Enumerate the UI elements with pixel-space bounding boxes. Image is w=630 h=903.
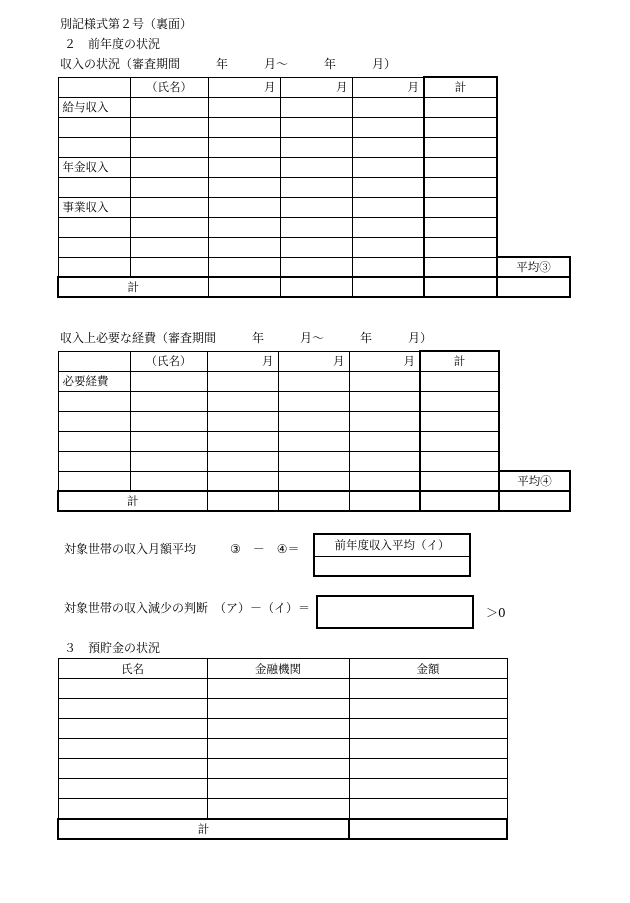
expense-cell[interactable] <box>130 451 207 471</box>
income-cell[interactable] <box>130 97 208 117</box>
expense-row <box>58 471 570 491</box>
income-spacer <box>497 97 570 117</box>
income-cell[interactable] <box>280 117 352 137</box>
expense-header-name: （氏名） <box>130 351 207 371</box>
income-cell[interactable] <box>280 177 352 197</box>
income-total-row <box>58 277 570 297</box>
income-cell[interactable] <box>280 97 352 117</box>
expense-cell[interactable] <box>278 431 349 451</box>
expense-total-cell[interactable] <box>207 491 278 511</box>
income-total-cell[interactable] <box>352 277 424 297</box>
income-cell[interactable] <box>130 237 208 257</box>
expense-cell[interactable] <box>349 431 420 451</box>
decrease-judgement-box[interactable] <box>316 595 474 629</box>
expense-row-label <box>58 431 130 451</box>
savings-name-cell[interactable] <box>58 699 207 719</box>
expense-cell[interactable] <box>207 371 278 391</box>
expense-row <box>58 391 570 411</box>
expense-row-label <box>58 391 130 411</box>
income-row-label <box>58 137 130 157</box>
expense-grand-total[interactable] <box>420 491 499 511</box>
savings-bank-cell[interactable] <box>207 799 349 819</box>
expense-cell[interactable] <box>130 411 207 431</box>
savings-header-name: 氏名 <box>58 659 207 679</box>
expense-row <box>58 371 570 391</box>
expense-header-month: 月 <box>349 351 420 371</box>
income-cell[interactable] <box>208 177 280 197</box>
expense-row-total[interactable] <box>420 431 499 451</box>
income-total-cell[interactable] <box>280 277 352 297</box>
savings-amount-cell[interactable] <box>349 739 507 759</box>
prev-year-average-label: 前年度収入平均（イ） <box>315 535 469 557</box>
expense-spacer <box>499 391 570 411</box>
savings-total-label: 計 <box>58 819 349 839</box>
expense-row-label: 必要経費 <box>58 371 130 391</box>
form-number: 別記様式第２号（裏面） <box>60 17 193 31</box>
expense-spacer <box>499 411 570 431</box>
savings-amount-cell[interactable] <box>349 779 507 799</box>
income-cell[interactable] <box>352 97 424 117</box>
savings-row <box>58 719 507 739</box>
savings-amount-cell[interactable] <box>349 799 507 819</box>
income-row <box>58 137 570 157</box>
income-header-blank <box>58 77 130 97</box>
income-header-name: （氏名） <box>130 77 208 97</box>
prev-year-average-value[interactable] <box>315 557 469 575</box>
expense-cell[interactable] <box>349 371 420 391</box>
savings-row <box>58 679 507 699</box>
expense-title: 収入上必要な経費（審査期間 年 月～ 年 月） <box>60 331 433 345</box>
savings-name-cell[interactable] <box>58 739 207 759</box>
income-cell[interactable] <box>280 157 352 177</box>
income-cell[interactable] <box>130 137 208 157</box>
income-average-value[interactable] <box>497 277 570 297</box>
income-spacer <box>497 117 570 137</box>
savings-header-amount: 金額 <box>349 659 507 679</box>
expense-header-month: 月 <box>278 351 349 371</box>
expense-average-label: 平均④ <box>499 471 570 491</box>
expense-cell[interactable] <box>349 451 420 471</box>
expense-header-total: 計 <box>420 351 499 371</box>
income-cell[interactable] <box>352 217 424 237</box>
savings-name-cell[interactable] <box>58 719 207 739</box>
expense-row <box>58 431 570 451</box>
savings-bank-cell[interactable] <box>207 699 349 719</box>
income-cell[interactable] <box>280 237 352 257</box>
savings-amount-cell[interactable] <box>349 699 507 719</box>
income-cell[interactable] <box>130 197 208 217</box>
income-cell[interactable] <box>208 137 280 157</box>
decrease-judgement-label: 対象世帯の収入減少の判断 （ア）－（イ）＝ <box>64 601 311 615</box>
savings-header-bank: 金融機関 <box>207 659 349 679</box>
income-row <box>58 97 570 117</box>
income-row-total[interactable] <box>424 197 497 217</box>
expense-cell[interactable] <box>207 451 278 471</box>
income-cell[interactable] <box>352 237 424 257</box>
section-3-heading: ３ 預貯金の状況 <box>64 641 161 655</box>
expense-cell[interactable] <box>130 391 207 411</box>
expense-average-value[interactable] <box>499 491 570 511</box>
prev-year-average-box <box>313 533 471 577</box>
greater-than-zero: ＞0 <box>486 606 506 620</box>
savings-amount-cell[interactable] <box>349 719 507 739</box>
income-cell[interactable] <box>130 217 208 237</box>
expense-cell[interactable] <box>207 391 278 411</box>
expense-total-row <box>58 491 570 511</box>
income-spacer <box>497 217 570 237</box>
savings-amount-cell[interactable] <box>349 679 507 699</box>
expense-cell[interactable] <box>130 371 207 391</box>
savings-bank-cell[interactable] <box>207 759 349 779</box>
expense-row <box>58 451 570 471</box>
income-header-month: 月 <box>208 77 280 97</box>
savings-name-cell[interactable] <box>58 759 207 779</box>
income-row-total[interactable] <box>424 217 497 237</box>
expense-cell[interactable] <box>278 371 349 391</box>
income-total-label: 計 <box>58 277 208 297</box>
savings-name-cell[interactable] <box>58 799 207 819</box>
savings-amount-cell[interactable] <box>349 759 507 779</box>
income-cell[interactable] <box>208 157 280 177</box>
expense-header-month: 月 <box>207 351 278 371</box>
income-cell[interactable] <box>352 177 424 197</box>
expense-cell[interactable] <box>130 471 207 491</box>
income-spacer <box>497 77 570 97</box>
income-row-total[interactable] <box>424 257 497 277</box>
income-cell[interactable] <box>352 117 424 137</box>
expense-total-cell[interactable] <box>349 491 420 511</box>
expense-cell[interactable] <box>207 471 278 491</box>
income-row-total[interactable] <box>424 117 497 137</box>
income-cell[interactable] <box>130 117 208 137</box>
expense-spacer <box>499 351 570 371</box>
expense-cell[interactable] <box>349 391 420 411</box>
expense-row-label <box>58 411 130 431</box>
savings-row <box>58 739 507 759</box>
income-row-label <box>58 237 130 257</box>
expense-total-label: 計 <box>58 491 207 511</box>
income-row <box>58 117 570 137</box>
expense-cell[interactable] <box>349 471 420 491</box>
income-row-total[interactable] <box>424 137 497 157</box>
income-row-label <box>58 177 130 197</box>
income-cell[interactable] <box>352 137 424 157</box>
expense-row-total[interactable] <box>420 391 499 411</box>
monthly-average-formula: ③ － ④＝ <box>230 542 300 556</box>
expense-spacer <box>499 371 570 391</box>
income-grand-total[interactable] <box>424 277 497 297</box>
expense-total-cell[interactable] <box>278 491 349 511</box>
income-spacer <box>497 137 570 157</box>
income-row-label: 年金収入 <box>58 157 130 177</box>
income-spacer <box>497 197 570 217</box>
savings-bank-cell[interactable] <box>207 739 349 759</box>
savings-row <box>58 799 507 819</box>
income-header-total: 計 <box>424 77 497 97</box>
savings-total-amount[interactable] <box>349 819 507 839</box>
income-cell[interactable] <box>130 257 208 277</box>
income-row-label: 事業収入 <box>58 197 130 217</box>
expense-cell[interactable] <box>207 431 278 451</box>
income-spacer <box>497 237 570 257</box>
income-row-label <box>58 217 130 237</box>
income-cell[interactable] <box>352 157 424 177</box>
income-cell[interactable] <box>352 197 424 217</box>
expense-cell[interactable] <box>349 411 420 431</box>
expense-cell[interactable] <box>278 451 349 471</box>
expense-spacer <box>499 451 570 471</box>
income-cell[interactable] <box>208 117 280 137</box>
monthly-average-label: 対象世帯の収入月額平均 <box>64 542 197 556</box>
income-cell[interactable] <box>280 257 352 277</box>
income-cell[interactable] <box>130 177 208 197</box>
income-row-label <box>58 117 130 137</box>
income-cell[interactable] <box>208 237 280 257</box>
income-row <box>58 257 570 277</box>
savings-header-row <box>58 659 507 679</box>
income-row-total[interactable] <box>424 157 497 177</box>
income-cell[interactable] <box>130 157 208 177</box>
income-row <box>58 217 570 237</box>
savings-name-cell[interactable] <box>58 779 207 799</box>
income-cell[interactable] <box>208 257 280 277</box>
income-cell[interactable] <box>352 257 424 277</box>
expense-row-total[interactable] <box>420 451 499 471</box>
savings-bank-cell[interactable] <box>207 719 349 739</box>
income-title: 収入の状況（審査期間 年 月～ 年 月） <box>60 57 397 71</box>
income-row <box>58 237 570 257</box>
expense-row-total[interactable] <box>420 371 499 391</box>
expense-row-total[interactable] <box>420 411 499 431</box>
expense-cell[interactable] <box>207 411 278 431</box>
income-table <box>57 76 571 298</box>
income-average-label: 平均③ <box>497 257 570 277</box>
expense-cell[interactable] <box>278 471 349 491</box>
savings-bank-cell[interactable] <box>207 679 349 699</box>
income-row <box>58 197 570 217</box>
income-cell[interactable] <box>208 197 280 217</box>
income-cell[interactable] <box>280 197 352 217</box>
income-row <box>58 157 570 177</box>
expense-row <box>58 411 570 431</box>
savings-total-row <box>58 819 507 839</box>
income-row-total[interactable] <box>424 237 497 257</box>
section-2-heading: ２ 前年度の状況 <box>64 37 161 51</box>
savings-bank-cell[interactable] <box>207 779 349 799</box>
savings-table <box>57 658 508 840</box>
expense-cell[interactable] <box>278 391 349 411</box>
income-row-total[interactable] <box>424 177 497 197</box>
expense-row-total[interactable] <box>420 471 499 491</box>
savings-row <box>58 759 507 779</box>
expense-table <box>57 350 571 512</box>
income-total-cell[interactable] <box>208 277 280 297</box>
expense-row-label <box>58 451 130 471</box>
income-row-label <box>58 257 130 277</box>
expense-header-row <box>58 351 570 371</box>
savings-row <box>58 779 507 799</box>
expense-spacer <box>499 431 570 451</box>
savings-row <box>58 699 507 719</box>
income-spacer <box>497 157 570 177</box>
income-spacer <box>497 177 570 197</box>
income-header-month: 月 <box>352 77 424 97</box>
expense-cell[interactable] <box>130 431 207 451</box>
income-row-total[interactable] <box>424 97 497 117</box>
income-header-row <box>58 77 570 97</box>
income-row-label: 給与収入 <box>58 97 130 117</box>
expense-cell[interactable] <box>278 411 349 431</box>
savings-name-cell[interactable] <box>58 679 207 699</box>
income-cell[interactable] <box>208 97 280 117</box>
income-cell[interactable] <box>280 217 352 237</box>
expense-header-blank <box>58 351 130 371</box>
income-header-month: 月 <box>280 77 352 97</box>
expense-row-label <box>58 471 130 491</box>
income-cell[interactable] <box>208 217 280 237</box>
income-row <box>58 177 570 197</box>
income-cell[interactable] <box>280 137 352 157</box>
